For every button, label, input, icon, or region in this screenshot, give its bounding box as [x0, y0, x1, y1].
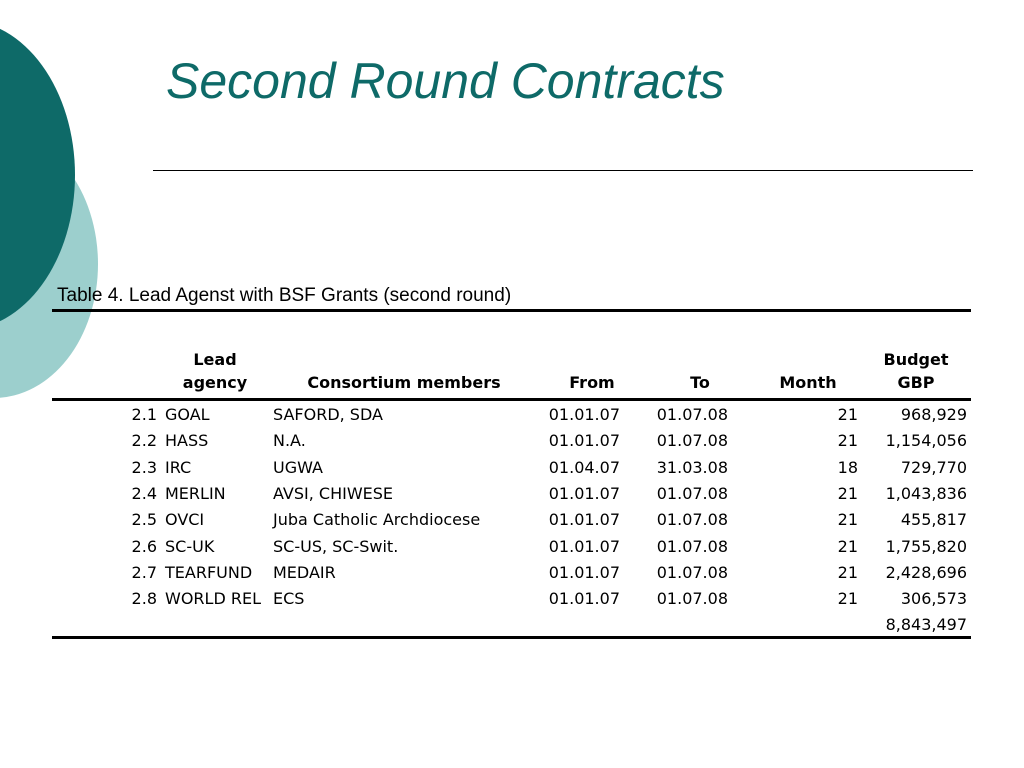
cell-lead-agency: GOAL	[165, 405, 210, 424]
cell-budget: 455,817	[900, 510, 967, 530]
cell-budget-total: 8,843,497	[885, 615, 967, 635]
cell-consortium-members: SAFORD, SDA	[273, 405, 383, 424]
cell-from-date: 01.04.07	[548, 457, 620, 477]
cell-consortium-members: MEDAIR	[273, 562, 336, 582]
cell-budget: 1,154,056	[885, 431, 967, 451]
cell-number: 2.7	[131, 562, 157, 582]
cell-consortium-members: AVSI, CHIWESE	[273, 483, 394, 503]
cell-consortium-members: Juba Catholic Archdiocese	[273, 510, 481, 530]
header-from: From	[569, 373, 615, 392]
cell-month: 21	[837, 483, 858, 503]
cell-budget: 1,043,836	[885, 483, 967, 503]
cell-consortium-members: UGWA	[273, 457, 323, 477]
header-lead-line1: Lead	[193, 350, 237, 369]
cell-month: 21	[837, 562, 858, 582]
cell-from-date: 01.01.07	[548, 589, 620, 609]
cell-budget: 729,770	[900, 457, 967, 477]
cell-consortium-members: SC-US, SC-Swit.	[273, 536, 399, 556]
cell-from-date: 01.01.07	[548, 510, 620, 530]
cell-from-date: 01.01.07	[548, 431, 620, 451]
cell-to-date: 01.07.08	[656, 589, 728, 609]
cell-to-date: 01.07.08	[656, 431, 728, 451]
cell-lead-agency: HASS	[165, 431, 209, 451]
cell-from-date: 01.01.07	[548, 405, 620, 424]
cell-lead-agency: TEARFUND	[165, 562, 253, 582]
header-month: Month	[779, 373, 837, 392]
cell-number: 2.2	[131, 431, 157, 451]
cell-lead-agency: OVCI	[165, 510, 205, 530]
cell-to-date: 01.07.08	[656, 562, 728, 582]
cell-lead-agency: MERLIN	[165, 483, 226, 503]
cell-number: 2.6	[131, 536, 157, 556]
cell-month: 21	[837, 510, 858, 530]
cell-budget: 2,428,696	[885, 562, 967, 582]
header-to: To	[690, 373, 710, 392]
slide-title: Second Round Contracts	[166, 53, 725, 109]
cell-to-date: 31.03.08	[656, 457, 728, 477]
cell-month: 18	[837, 457, 858, 477]
cell-lead-agency: SC-UK	[165, 536, 215, 556]
cell-from-date: 01.01.07	[548, 483, 620, 503]
cell-to-date: 01.07.08	[656, 536, 728, 556]
cell-number: 2.4	[131, 483, 157, 503]
header-lead-line2: agency	[182, 373, 248, 392]
cell-to-date: 01.07.08	[656, 405, 728, 424]
cell-number: 2.5	[131, 510, 157, 530]
cell-consortium-members: N.A.	[273, 431, 306, 451]
cell-from-date: 01.01.07	[548, 562, 620, 582]
cell-month: 21	[837, 405, 858, 424]
header-consortium: Consortium members	[307, 373, 501, 392]
header-budget-line1: Budget	[883, 350, 949, 369]
cell-budget: 968,929	[900, 405, 967, 424]
cell-from-date: 01.01.07	[548, 536, 620, 556]
header-budget-line2: GBP	[897, 373, 935, 392]
cell-to-date: 01.07.08	[656, 510, 728, 530]
cell-month: 21	[837, 431, 858, 451]
cell-number: 2.1	[131, 405, 157, 424]
cell-month: 21	[837, 536, 858, 556]
cell-lead-agency: IRC	[165, 457, 192, 477]
cell-number: 2.3	[131, 457, 157, 477]
cell-number: 2.8	[131, 589, 157, 609]
cell-budget: 1,755,820	[885, 536, 967, 556]
cell-consortium-members: ECS	[273, 589, 305, 609]
cell-to-date: 01.07.08	[656, 483, 728, 503]
table-caption: Table 4. Lead Agenst with BSF Grants (second round)	[57, 285, 512, 306]
cell-lead-agency: WORLD REL	[165, 589, 261, 609]
cell-budget: 306,573	[900, 589, 967, 609]
cell-month: 21	[837, 589, 858, 609]
